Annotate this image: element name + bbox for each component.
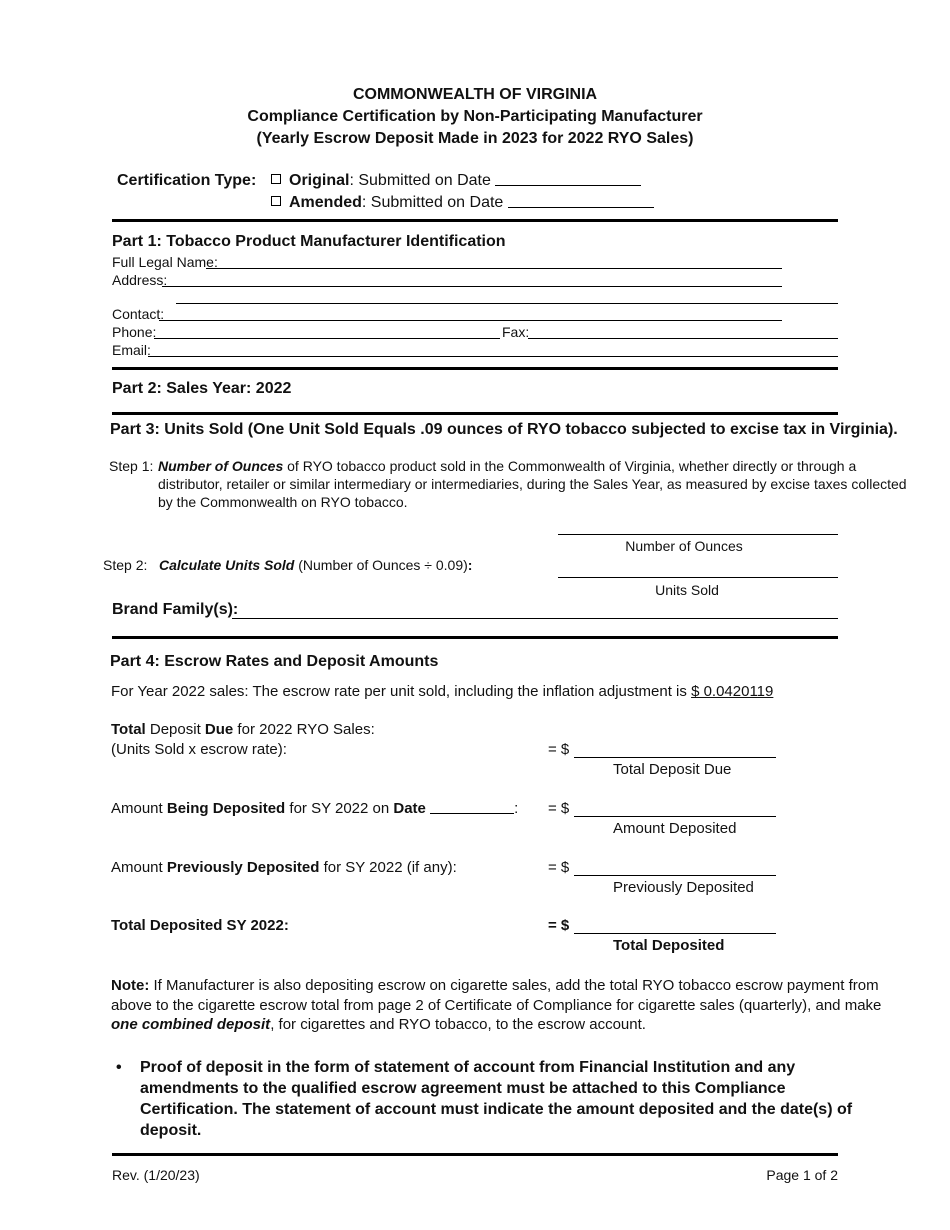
step1-text-line2: distributor, retailer or similar intermediary or intermediaries, during the Sales Year, as measured by excise taxes collected — [158, 476, 907, 492]
proof-of-deposit-line2: amendments to the qualified escrow agreement must be attached to this Compliance — [140, 1080, 786, 1097]
note-one-combined-deposit: one combined deposit — [111, 1016, 271, 1033]
amended-option[interactable] — [271, 194, 654, 212]
amended-submitted-text: : Submitted on Date — [361, 194, 504, 211]
section-divider — [112, 412, 838, 415]
being-deposited-equals: = $ — [548, 800, 570, 817]
escrow-rate-value: $ 0.0420119 — [691, 683, 774, 700]
amended-checkbox[interactable] — [271, 196, 281, 206]
brand-family-label: Brand Family(s): — [112, 601, 239, 618]
previously-deposited-label — [111, 859, 457, 876]
being-deposited-amount: Amount — [111, 800, 167, 817]
proof-of-deposit-line1: Proof of deposit in the form of statement of account from Financial Institution and any — [140, 1059, 796, 1076]
total-deposited-label: Total Deposited SY 2022: — [111, 917, 289, 934]
step1-label: Step 1: — [109, 458, 154, 474]
original-submitted-text: : Submitted on Date — [349, 172, 491, 189]
note-line2: above to the cigarette escrow total from page 2 of Certificate of Compliance for cigarette sales (quarterly), and make — [111, 997, 882, 1014]
escrow-rate-description: For Year 2022 sales: The escrow rate per unit sold, including the inflation adjustment is — [111, 683, 692, 700]
total-due-label-due: Due — [204, 721, 234, 738]
step1-text-line3: by the Commonwealth on RYO tobacco. — [158, 494, 408, 510]
footer-divider — [112, 1153, 838, 1156]
total-due-formula: (Units Sold x escrow rate): — [111, 741, 287, 758]
part4-heading: Part 4: Escrow Rates and Deposit Amounts — [110, 653, 439, 670]
part3-heading: Part 3: Units Sold (One Unit Sold Equals .09 ounces of RYO tobacco subjected to excise tax in Virginia). — [110, 421, 898, 438]
total-due-equals: = $ — [548, 741, 570, 758]
phone-label: Phone: — [112, 324, 157, 340]
being-deposited-date: Date — [393, 800, 426, 817]
page-number: Page 1 of 2 — [766, 1167, 838, 1183]
email-label: Email: — [112, 342, 151, 358]
revision-date: Rev. (1/20/23) — [112, 1167, 200, 1183]
bullet-icon: • — [116, 1059, 122, 1076]
total-deposit-due-field[interactable] — [574, 757, 776, 758]
note-line1 — [111, 977, 879, 994]
email-field[interactable] — [148, 356, 838, 357]
amended-date-field[interactable] — [508, 207, 654, 208]
fax-field[interactable] — [528, 338, 838, 339]
form-subtitle: Compliance Certification by Non-Participating Manufacturer — [247, 108, 703, 125]
original-option[interactable] — [271, 172, 641, 190]
step2-label: Step 2: — [103, 557, 148, 573]
total-due-label-total: Total — [111, 721, 146, 738]
deposit-date-field[interactable] — [430, 813, 514, 814]
part1-heading: Part 1: Tobacco Product Manufacturer Identification — [112, 233, 506, 250]
phone-field[interactable] — [154, 338, 500, 339]
section-divider — [112, 219, 838, 222]
contact-field[interactable] — [159, 320, 782, 321]
total-deposited-field[interactable] — [574, 933, 776, 934]
full-legal-name-label: Full Legal Name: — [112, 254, 218, 270]
address-field[interactable] — [162, 286, 782, 287]
brand-family-field[interactable] — [232, 618, 838, 619]
previously-deposited-equals: = $ — [548, 859, 570, 876]
amount-deposited-caption: Amount Deposited — [613, 820, 737, 837]
being-deposited-colon: : — [514, 800, 519, 817]
units-sold-caption: Units Sold — [655, 582, 719, 598]
being-deposited-bold: Being Deposited — [166, 800, 286, 817]
being-deposited-rest: for SY 2022 on — [285, 800, 394, 817]
address-label: Address: — [112, 272, 168, 288]
full-legal-name-field[interactable] — [206, 268, 782, 269]
proof-of-deposit-line3: Certification. The statement of account must indicate the amount deposited and the date(s) of — [140, 1101, 853, 1118]
previously-deposited-rest: for SY 2022 (if any): — [319, 859, 457, 876]
total-deposited-caption: Total Deposited — [613, 937, 725, 954]
step1-text-line1 — [158, 458, 856, 474]
section-divider — [112, 367, 838, 370]
step2-text — [159, 557, 472, 573]
step2-colon: : — [467, 557, 473, 573]
previously-deposited-field[interactable] — [574, 875, 776, 876]
step1-line1-rest: of RYO tobacco product sold in the Commonwealth of Virginia, whether directly or through a — [283, 458, 857, 474]
fax-label: Fax: — [502, 324, 530, 340]
contact-label: Contact: — [112, 306, 165, 322]
original-checkbox[interactable] — [271, 174, 281, 184]
part2-heading: Part 2: Sales Year: 2022 — [112, 380, 292, 397]
step2-calculate-units-sold: Calculate Units Sold — [159, 557, 295, 573]
original-label: Original — [289, 172, 350, 189]
note-label: Note: — [111, 977, 150, 994]
address-field-line2[interactable] — [176, 303, 838, 304]
step2-formula: (Number of Ounces ÷ 0.09) — [294, 557, 468, 573]
amount-deposited-field[interactable] — [574, 816, 776, 817]
previously-deposited-caption: Previously Deposited — [613, 879, 754, 896]
amended-label: Amended — [289, 194, 362, 211]
total-due-label — [111, 721, 375, 738]
being-deposited-label — [111, 800, 518, 817]
form-subtitle-year: (Yearly Escrow Deposit Made in 2023 for 2022 RYO Sales) — [256, 130, 694, 147]
form-title: COMMONWEALTH OF VIRGINIA — [352, 86, 598, 103]
total-deposit-due-caption: Total Deposit Due — [613, 761, 732, 778]
proof-of-deposit-line4: deposit. — [140, 1122, 202, 1139]
section-divider — [112, 636, 838, 639]
note-text-line3: , for cigarettes and RYO tobacco, to the escrow account. — [270, 1016, 646, 1033]
note-line3 — [111, 1016, 646, 1033]
note-text-line1: If Manufacturer is also depositing escrow on cigarette sales, add the total RYO tobacco escrow payment from — [149, 977, 879, 994]
original-date-field[interactable] — [495, 185, 641, 186]
total-due-label-deposit: Deposit — [145, 721, 205, 738]
step1-number-of-ounces: Number of Ounces — [158, 458, 284, 474]
total-deposited-equals: = $ — [548, 917, 570, 934]
number-of-ounces-caption: Number of Ounces — [625, 538, 743, 554]
number-of-ounces-field[interactable] — [558, 534, 838, 535]
escrow-rate-text — [111, 683, 773, 700]
units-sold-field[interactable] — [558, 577, 838, 578]
previously-deposited-amount: Amount — [111, 859, 167, 876]
total-due-label-rest: for 2022 RYO Sales: — [233, 721, 375, 738]
certification-type-label: Certification Type: — [117, 172, 257, 189]
previously-deposited-bold: Previously Deposited — [166, 859, 320, 876]
